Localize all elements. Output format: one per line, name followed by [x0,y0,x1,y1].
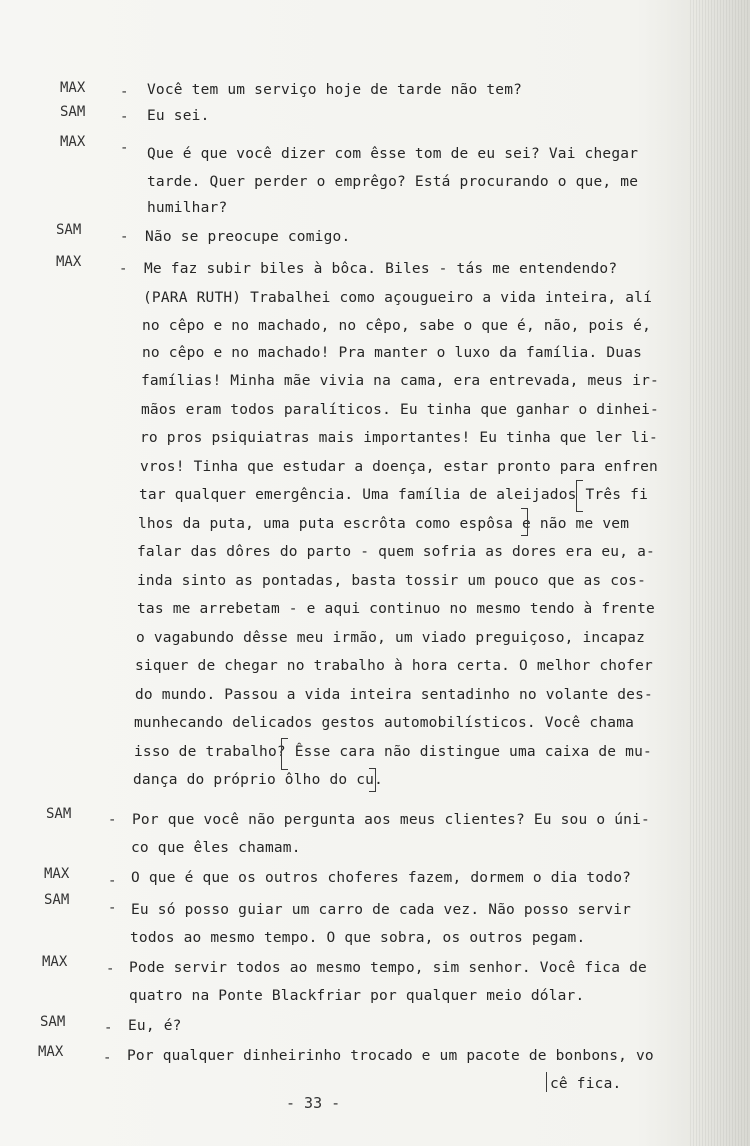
dialogue-line: tas me arrebetam - e aqui continuo no mesmo tendo à frente [137,601,655,617]
dialogue-line: falar das dôres do parto - quem sofria as dores era eu, a- [137,544,655,560]
dialogue-line: tarde. Quer perder o emprêgo? Está procurando o que, me [147,174,639,190]
dialogue-line: Eu só posso guiar um carro de cada vez. Não posso servir [131,902,632,918]
dialogue-dash: - [108,873,117,889]
handwritten-bracket-mark [576,480,583,512]
dialogue-line: o vagabundo dêsse meu irmão, um viado preguiçoso, incapaz [136,630,645,646]
dialogue-dash: - [104,1020,113,1036]
handwritten-bracket-mark [546,1072,547,1092]
dialogue-dash: - [108,812,117,828]
dialogue-line: Eu sei. [147,108,210,124]
dialogue-line: Que é que você dizer com êsse tom de eu sei? Vai chegar [147,146,639,162]
speaker-label: MAX [60,134,86,150]
dialogue-line: humilhar? [147,200,228,216]
dialogue-line: Me faz subir biles à bôca. Biles - tás me entendendo? [144,261,618,277]
dialogue-line: do mundo. Passou a vida inteira sentadinho no volante des- [135,687,653,703]
page-edge-shadow [690,0,750,1146]
handwritten-bracket-mark [369,768,376,792]
dialogue-dash: - [120,84,129,100]
dialogue-line: quatro na Ponte Blackfriar por qualquer meio dólar. [129,988,585,1004]
speaker-label: MAX [56,254,82,270]
speaker-label: SAM [46,806,72,822]
dialogue-dash: - [108,900,117,916]
speaker-label: SAM [60,104,86,120]
speaker-label: MAX [60,80,86,96]
dialogue-line: mãos eram todos paralíticos. Eu tinha que ganhar o dinhei- [141,402,659,418]
dialogue-line: Você tem um serviço hoje de tarde não tem? [147,82,523,98]
speaker-label: SAM [56,222,82,238]
dialogue-line: (PARA RUTH) Trabalhei como açougueiro a vida inteira, alí [143,290,652,306]
dialogue-dash: - [120,140,129,156]
dialogue-line: tar qualquer emergência. Uma família de aleijados Três fi [139,487,648,503]
speaker-label: MAX [44,866,70,882]
dialogue-line: lhos da puta, uma puta escrôta como espôsa e não me vem [138,516,630,532]
dialogue-line: todos ao mesmo tempo. O que sobra, os outros pegam. [130,930,586,946]
dialogue-line: ro pros psiquiatras mais importantes! Eu tinha que ler li- [140,430,658,446]
speaker-label: SAM [44,892,70,908]
dialogue-line: siquer de chegar no trabalho à hora certa. O melhor chofer [135,658,653,674]
speaker-label: MAX [42,954,68,970]
page-number: - 33 - [286,1094,341,1112]
dialogue-line: Não se preocupe comigo. [145,229,351,245]
dialogue-line: Pode servir todos ao mesmo tempo, sim senhor. Você fica de [129,960,647,976]
dialogue-line: co que êles chamam. [131,840,301,856]
dialogue-line: O que é que os outros choferes fazem, dormem o dia todo? [131,870,632,886]
speaker-label: MAX [38,1044,64,1060]
handwritten-bracket-mark [281,738,288,770]
handwritten-bracket-mark [521,508,528,536]
dialogue-dash: - [106,961,115,977]
dialogue-line: Eu, é? [128,1018,182,1034]
dialogue-dash: - [120,229,129,245]
dialogue-line: Por que você não pergunta aos meus clientes? Eu sou o úni- [132,812,650,828]
dialogue-dash: - [119,261,128,277]
dialogue-line: no cêpo e no machado, no cêpo, sabe o que é, não, pois é, [142,318,651,334]
dialogue-line: isso de trabalho? Êsse cara não distingue uma caixa de mu- [134,744,652,760]
dialogue-line: famílias! Minha mãe vivia na cama, era entrevada, meus ir- [141,373,659,389]
dialogue-line: munhecando delicados gestos automobilísticos. Você chama [134,715,635,731]
dialogue-line: dança do próprio ôlho do cu. [133,772,384,788]
dialogue-dash: - [103,1050,112,1066]
dialogue-line: cê fica. [550,1076,622,1092]
speaker-label: SAM [40,1014,66,1030]
dialogue-dash: - [120,109,129,125]
dialogue-line: Por qualquer dinheirinho trocado e um pacote de bonbons, vo [127,1048,654,1064]
dialogue-line: no cêpo e no machado! Pra manter o luxo da família. Duas [142,345,643,361]
dialogue-line: vros! Tinha que estudar a doença, estar pronto para enfren [140,459,658,475]
dialogue-line: inda sinto as pontadas, basta tossir um pouco que as cos- [137,573,646,589]
